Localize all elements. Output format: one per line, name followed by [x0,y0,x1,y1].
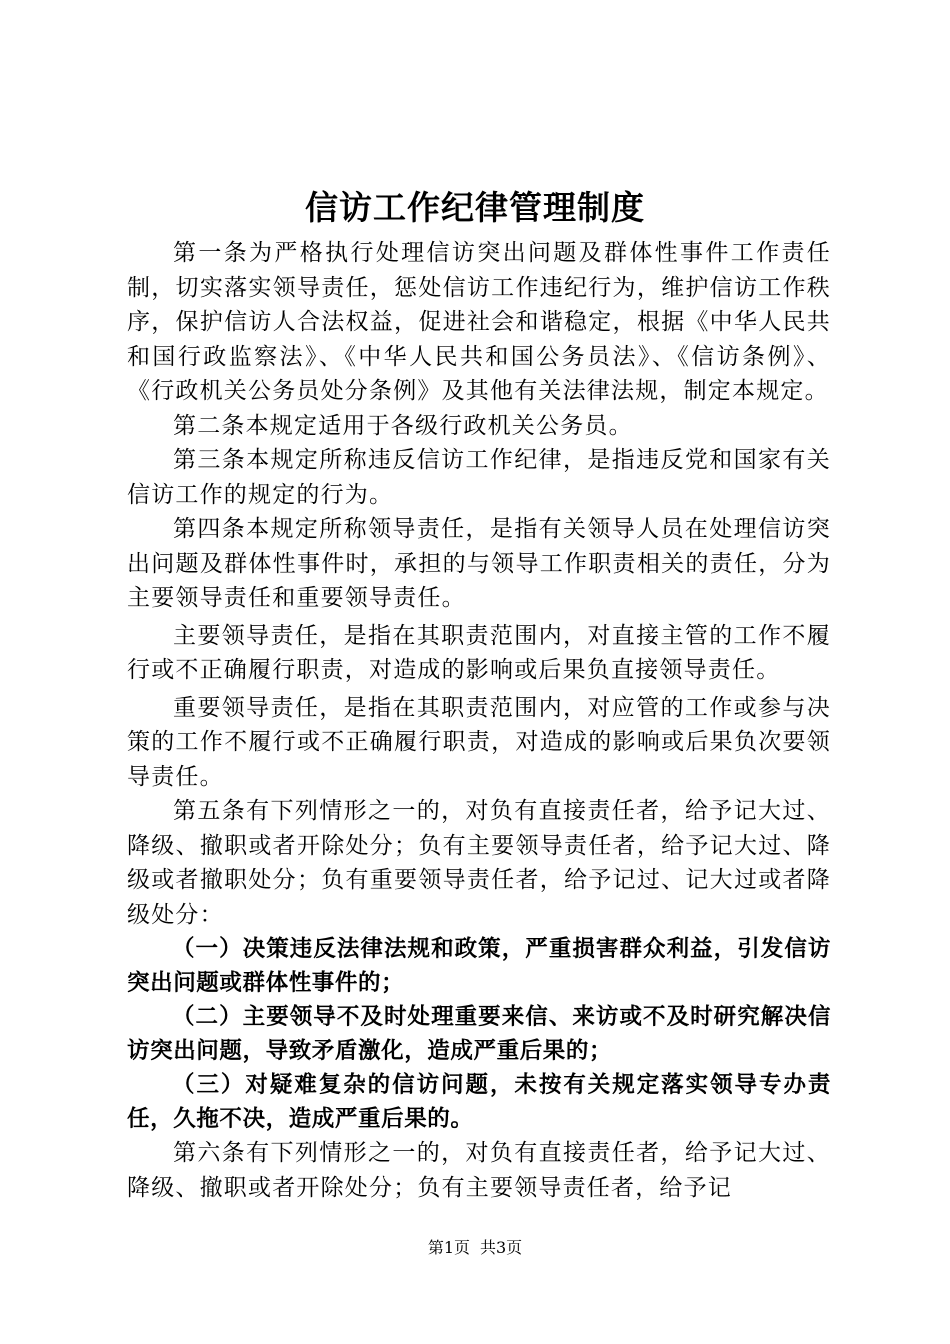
article-5-item-1: （一）决策违反法律法规和政策，严重损害群众利益，引发信访突出问题或群体性事件的； [127,936,831,996]
article-2-paragraph: 第二条本规定适用于各级行政机关公务员。 [173,412,633,439]
page-footer [0,1236,950,1260]
article-5-item-3: （三）对疑难复杂的信访问题，未按有关规定落实领导专办责任，久拖不决，造成严重后果的。 [127,1072,831,1132]
article-1-paragraph: 第一条为严格执行处理信访突出问题及群体性事件工作责任制，切实落实领导责任，惩处信访工作违纪行为，维护信访工作秩序，保护信访人合法权益，促进社会和谐稳定，根据《中华人民共和国行政监察法》、《中华人民共和国公务员法》、《信访条例》、《行政机关公务员处分条例》及其他有关法律法规，制定本规定。 [127,240,831,404]
important-responsibility-paragraph: 重要领导责任，是指在其职责范围内，对应管的工作或参与决策的工作不履行或不正确履行职责，对造成的影响或后果负次要领导责任。 [127,694,831,790]
article-6-paragraph: 第六条有下列情形之一的，对负有直接责任者，给予记大过、降级、撤职或者开除处分；负有主要领导责任者，给予记 [127,1140,831,1201]
article-3-paragraph: 第三条本规定所称违反信访工作纪律，是指违反党和国家有关信访工作的规定的行为。 [127,447,831,508]
document-title: 信访工作纪律管理制度 [305,188,645,227]
primary-responsibility-paragraph: 主要领导责任，是指在其职责范围内，对直接主管的工作不履行或不正确履行职责，对造成的影响或后果负直接领导责任。 [127,622,831,683]
article-5-paragraph: 第五条有下列情形之一的，对负有直接责任者，给予记大过、降级、撤职或者开除处分；负有主要领导责任者，给予记大过、降级或者撤职处分；负有重要领导责任者，给予记过、记大过或者降级处分： [127,798,831,928]
page-total: 共3页 [480,1238,523,1257]
page-number: 第1页 [427,1238,470,1257]
article-5-item-2: （二）主要领导不及时处理重要来信、来访或不及时研究解决信访突出问题，导致矛盾激化，造成严重后果的； [127,1004,831,1064]
article-4-paragraph: 第四条本规定所称领导责任，是指有关领导人员在处理信访突出问题及群体性事件时，承担的与领导工作职责相关的责任，分为主要领导责任和重要领导责任。 [127,516,831,611]
document-body [127,236,831,1205]
